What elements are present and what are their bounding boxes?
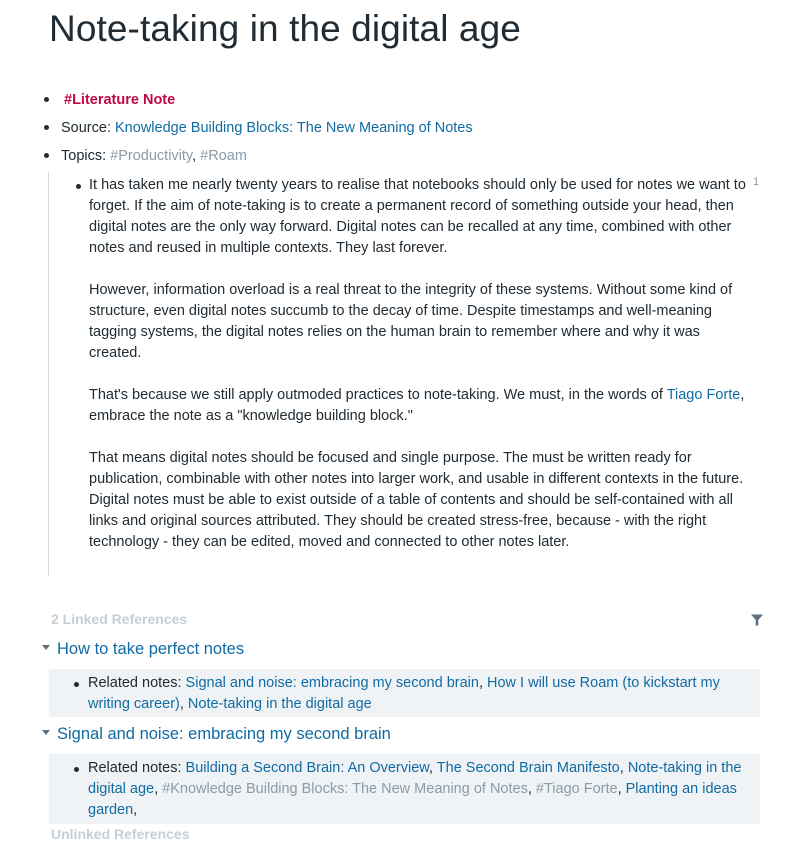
linked-ref-content[interactable] [49, 669, 760, 721]
separator: , [617, 781, 622, 797]
unlinked-references-header[interactable]: Unlinked References [51, 826, 190, 842]
separator: , [428, 760, 433, 776]
linked-ref-content[interactable] [49, 754, 760, 827]
property-source-row [44, 118, 473, 139]
bullet-dot[interactable] [44, 97, 49, 102]
bullet-dot[interactable] [76, 184, 81, 189]
linked-ref-title-row[interactable] [42, 638, 244, 660]
related-note-link[interactable]: Signal and noise: embracing my second brain [185, 675, 479, 691]
linked-ref-title-row[interactable] [42, 723, 391, 745]
linked-ref-title[interactable]: How to take perfect notes [57, 640, 245, 658]
paragraph-3-text: That's because we still apply outmoded practices to note-taking. We must, in the words of [89, 387, 667, 403]
source-link[interactable]: Knowledge Building Blocks: The New Meaning of Notes [115, 120, 473, 136]
topic-productivity-tag[interactable]: #Productivity [110, 148, 193, 164]
property-topics-row [44, 146, 247, 167]
separator: , [179, 696, 184, 712]
separator: , [478, 675, 483, 691]
paragraph-3-text-end: , embrace the note as a "knowledge building block." [89, 387, 745, 424]
related-note-link[interactable]: How I will use Roam (to kickstart my writing career) [88, 675, 720, 712]
bullet-dot[interactable] [44, 153, 49, 158]
linked-ref-title[interactable]: Signal and noise: embracing my second brain [57, 725, 391, 743]
topic-roam-tag[interactable]: #Roam [200, 148, 247, 164]
caret-down-icon[interactable] [42, 645, 50, 650]
page-title[interactable]: Note-taking in the digital age [49, 8, 521, 49]
bullet-dot[interactable] [44, 125, 49, 130]
caret-down-icon[interactable] [42, 730, 50, 735]
separator: , [619, 760, 624, 776]
related-note-link[interactable]: The Second Brain Manifesto [436, 760, 620, 776]
bullet-dot[interactable] [74, 767, 79, 772]
linked-ref-block [49, 669, 760, 717]
bullet-dot[interactable] [74, 682, 79, 687]
property-tag-row [44, 90, 175, 111]
paragraph-4: That means digital notes should be focused and single purpose. The must be written ready for publication, combinable with other notes into larger work, and usable in different contexts in the future. Digital notes must be able to exist outside of a table of contents and should be self-contained with all links and original sources attributed. They should be created stress-free, because - with the right technology - they can be edited, moved and connected to other notes later. [89, 450, 744, 550]
tiago-forte-link[interactable]: Tiago Forte [666, 387, 741, 403]
separator: , [133, 802, 138, 818]
linked-ref-block [49, 754, 760, 824]
filter-icon[interactable] [750, 613, 764, 627]
nested-block [48, 172, 769, 576]
separator: , [154, 781, 159, 797]
related-note-link[interactable]: Note-taking in the digital age [187, 696, 372, 712]
related-notes-label: Related notes: [88, 675, 182, 691]
topic-separator: , [192, 148, 197, 164]
linked-references-header[interactable]: 2 Linked References [51, 611, 188, 627]
related-tag[interactable]: #Tiago Forte [535, 781, 618, 797]
block-reference-count[interactable]: 1 [753, 176, 760, 188]
literature-note-tag[interactable]: #Literature Note [64, 92, 176, 108]
related-note-link[interactable]: Planting an ideas garden [88, 781, 737, 818]
paragraph-2: However, information overload is a real threat to the integrity of these systems. Without some kind of structure, even digital notes succumb to the decay of time. Despite timestamps and well-meaning tagging systems, the digital notes relies on the human brain to remember where and why it was created. [89, 282, 733, 361]
related-note-link[interactable]: Building a Second Brain: An Overview [185, 760, 429, 776]
paragraph-1: It has taken me nearly twenty years to realise that notebooks should only be used for notes we want to forget. If the aim of note-taking is to create a permanent record of something outside your head, then digital notes are the only way forward. Digital notes can be recalled at any time, combined with other notes and reused in multiple contexts. They last forever. [89, 177, 746, 256]
source-label: Source: [61, 120, 111, 136]
separator: , [527, 781, 532, 797]
paragraph-3 [89, 385, 749, 427]
block-content[interactable] [89, 175, 749, 553]
related-note-link[interactable]: Note-taking in the digital age [88, 760, 742, 797]
related-tag[interactable]: #Knowledge Building Blocks: The New Meaning of Notes [162, 781, 528, 797]
related-notes-label: Related notes: [88, 760, 182, 776]
topics-label: Topics: [61, 148, 107, 164]
